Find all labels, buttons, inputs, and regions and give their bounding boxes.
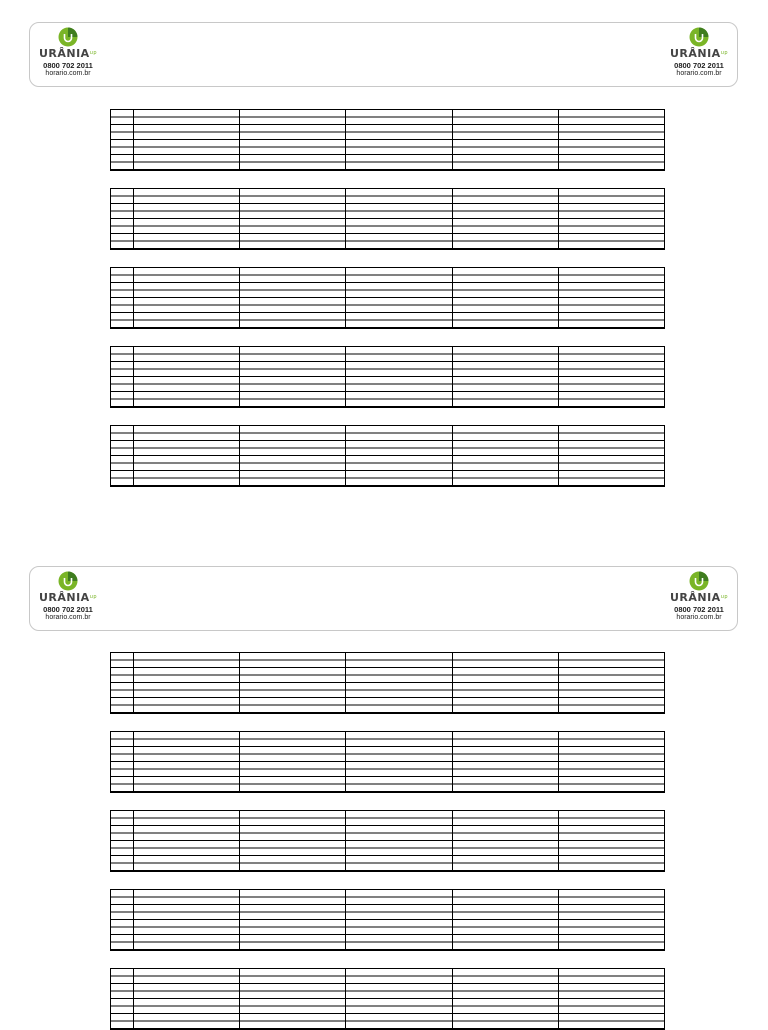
schedule-grid (110, 810, 665, 872)
phone-number: 0800 702 2011 (43, 605, 93, 614)
header-banner (29, 22, 738, 87)
schedule-grid (110, 346, 665, 408)
brand-name: $URÂNIA^{up}$ (669, 47, 729, 60)
schedule-grid (110, 889, 665, 951)
website-link: horario.com.br (676, 70, 722, 77)
brand-name: $URÂNIA^{up}$ (38, 47, 98, 60)
phone-number: 0800 702 2011 (674, 61, 724, 70)
globe-icon (689, 27, 709, 47)
website-link: horario.com.br (676, 614, 722, 621)
urania-logo (35, 27, 101, 83)
phone-number: 0800 702 2011 (43, 61, 93, 70)
schedule-grid (110, 425, 665, 487)
urania-logo (666, 571, 732, 627)
schedule-grid (110, 652, 665, 714)
schedule-grid (110, 731, 665, 793)
schedule-grid (110, 267, 665, 329)
brand-name: $URÂNIA^{up}$ (669, 591, 729, 604)
globe-icon (689, 571, 709, 591)
schedule-grid (110, 109, 665, 171)
globe-icon (58, 27, 78, 47)
schedule-grid (110, 968, 665, 1030)
website-link: horario.com.br (45, 614, 91, 621)
header-banner (29, 566, 738, 631)
phone-number: 0800 702 2011 (674, 605, 724, 614)
globe-icon (58, 571, 78, 591)
urania-logo (666, 27, 732, 83)
schedule-grid (110, 188, 665, 250)
brand-name: $URÂNIA^{up}$ (38, 591, 98, 604)
website-link: horario.com.br (45, 70, 91, 77)
urania-logo (35, 571, 101, 627)
